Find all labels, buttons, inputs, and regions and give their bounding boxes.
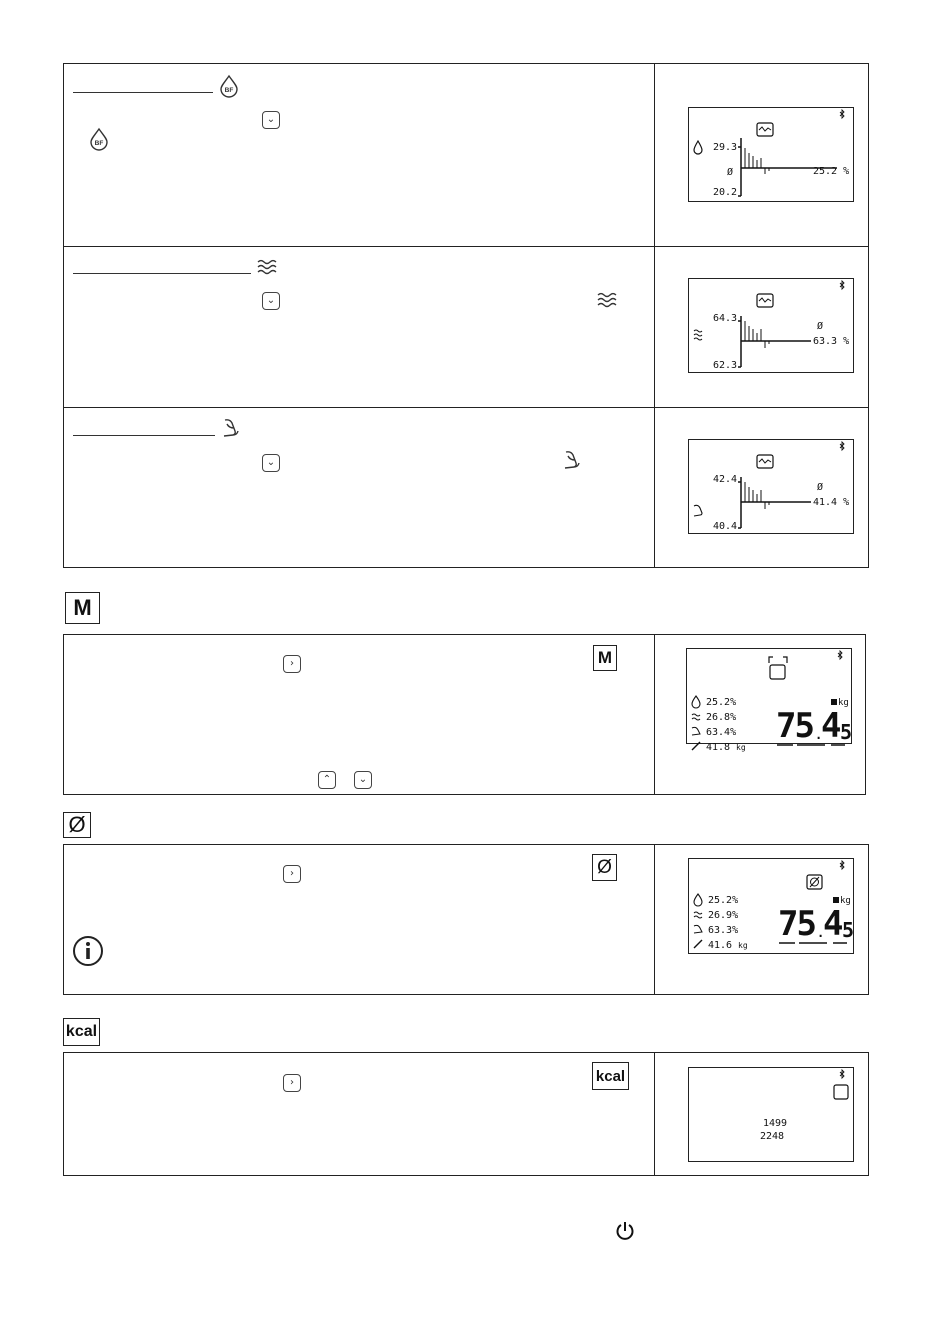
weight-unit: kg <box>838 698 849 708</box>
muscle-arm-icon <box>560 448 584 472</box>
water-value: 26.9% <box>708 910 739 921</box>
column-divider <box>654 1053 655 1175</box>
scale-display-memory <box>686 648 853 753</box>
scale-display-average <box>688 858 854 954</box>
trend-sections-box <box>63 63 869 568</box>
weight-fraction: 5 <box>842 918 855 942</box>
scale-display-fat-trend <box>688 107 854 202</box>
heading-underline <box>73 435 215 436</box>
min-value: 20.2 <box>713 187 738 198</box>
down-button[interactable]: ⌄ <box>262 111 280 129</box>
power-icon <box>614 1220 636 1242</box>
up-button[interactable]: ⌃ <box>318 771 336 789</box>
bone-value: 41.6 <box>708 940 733 951</box>
next-button[interactable]: › <box>283 1074 301 1092</box>
next-button[interactable]: › <box>283 865 301 883</box>
waves-icon <box>596 290 618 310</box>
weight-integer: 75 <box>776 706 813 746</box>
max-value: 64.3 <box>713 313 738 324</box>
max-value: 29.3 <box>713 142 738 153</box>
bone-unit: kg <box>738 941 748 950</box>
heading-underline <box>73 273 251 274</box>
kcal-value-line2: 2248 <box>760 1131 785 1142</box>
weight-unit: kg <box>840 896 851 906</box>
average-value: 41.4 % <box>813 497 850 508</box>
column-divider <box>654 64 655 567</box>
weight-fraction: 5 <box>840 720 853 744</box>
down-button[interactable]: ⌄ <box>262 292 280 310</box>
scale-display-kcal <box>688 1067 854 1162</box>
scale-display-muscle-trend <box>688 439 854 534</box>
droplet-bf-icon <box>218 74 240 98</box>
min-value: 62.3 <box>713 360 738 371</box>
row-divider <box>64 407 868 408</box>
average-section-icon: Ø <box>63 812 91 838</box>
average-value: 25.2 % <box>813 166 850 177</box>
info-icon <box>72 935 104 967</box>
bf-badge-text: BF <box>224 87 234 94</box>
column-divider <box>654 845 655 994</box>
bf-badge-text: BF <box>94 140 104 147</box>
memory-section-box <box>63 634 866 795</box>
max-value: 42.4 <box>713 474 738 485</box>
kcal-section-icon: kcal <box>63 1018 100 1046</box>
heading-underline <box>73 92 213 93</box>
average-icon: Ø <box>592 854 617 881</box>
bone-value: 41.8 <box>706 742 731 753</box>
waves-icon <box>256 257 278 277</box>
fat-value: 25.2% <box>708 895 739 906</box>
scale-display-water-trend <box>688 278 854 373</box>
average-symbol: Ø <box>817 321 824 332</box>
next-button[interactable]: › <box>283 655 301 673</box>
average-symbol: Ø <box>727 167 734 178</box>
row-divider <box>64 246 868 247</box>
fat-value: 25.2% <box>706 697 737 708</box>
kcal-icon: kcal <box>592 1062 629 1090</box>
memory-icon: M <box>593 645 617 671</box>
weight-decimal: 4 <box>821 706 840 746</box>
kcal-value-line1: 1499 <box>763 1118 788 1129</box>
average-symbol: Ø <box>817 482 824 493</box>
min-value: 40.4 <box>713 521 738 532</box>
muscle-value: 63.4% <box>706 727 737 738</box>
water-value: 26.8% <box>706 712 737 723</box>
muscle-arm-icon <box>219 416 243 440</box>
bone-unit: kg <box>736 743 746 752</box>
kcal-section-box <box>63 1052 869 1176</box>
average-value: 63.3 % <box>813 336 850 347</box>
average-section-box <box>63 844 869 995</box>
weight-decimal: 4 <box>823 904 842 944</box>
muscle-value: 63.3% <box>708 925 739 936</box>
decimal-point: . <box>817 926 825 940</box>
weight-integer: 75 <box>778 904 815 944</box>
droplet-bf-icon <box>88 127 110 151</box>
down-button[interactable]: ⌄ <box>354 771 372 789</box>
column-divider <box>654 635 655 794</box>
memory-section-icon: M <box>65 592 100 624</box>
down-button[interactable]: ⌄ <box>262 454 280 472</box>
decimal-point: . <box>815 728 823 742</box>
